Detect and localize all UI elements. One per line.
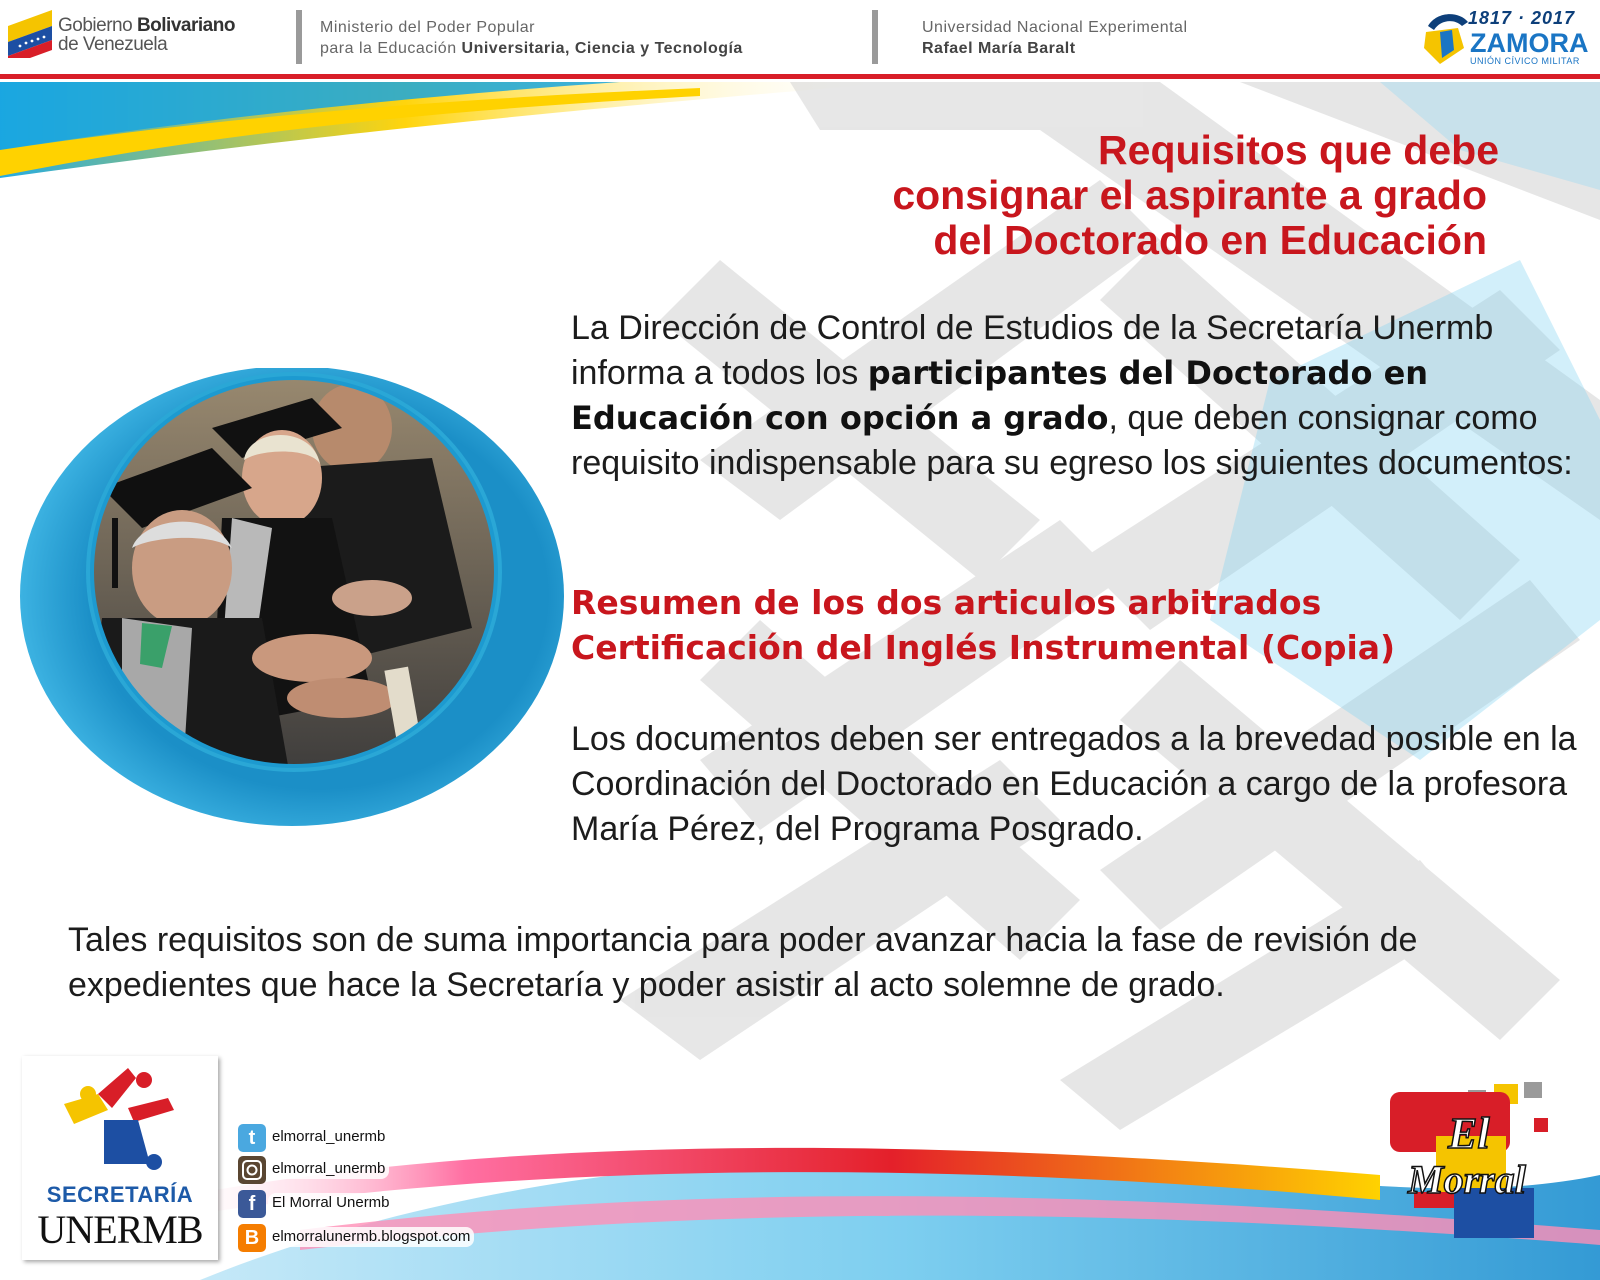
header-bar [0,0,1600,76]
el-morral-logo [1384,1080,1584,1260]
social-label: elmorral_unermb [268,1127,389,1147]
zamora-emblem-icon [1418,8,1474,68]
zamora-subtitle: UNIÓN CÍVICO MILITAR [1470,56,1580,66]
title-line: consignar el aspirante a grado [892,172,1487,218]
secretaria-emblem-icon [58,1064,182,1176]
requirement-item: Certificación del Inglés Instrumental (Copia) [571,628,1396,667]
intro-paragraph [571,306,1581,486]
morral-line1: El [1448,1109,1490,1158]
secretaria-unermb-logo [22,1056,218,1260]
ministry-line2-bold: Universitaria, Ciencia y Tecnología [461,40,743,57]
instagram-icon [238,1156,266,1184]
university-label [922,17,1188,59]
secretaria-label: SECRETARÍA [46,1182,194,1207]
header-divider [872,10,878,64]
page-title [667,127,1499,263]
social-label: elmorral_unermb [268,1159,389,1179]
header-red-line [0,74,1600,79]
graduation-photo [12,368,568,832]
social-label: El Morral Unermb [268,1193,394,1213]
intro-text-b: , que deben consignar como requisito indispensable para su egreso los siguientes documentos: [571,399,1573,482]
ministry-line1: Ministerio del Poder Popular [320,19,535,36]
twitter-icon: t [238,1124,266,1152]
title-line: del Doctorado en Educación [933,217,1487,263]
zamora-name: ZAMORA [1470,28,1589,58]
zamora-logo [1418,4,1598,70]
social-label: elmorralunermb.blogspot.com [268,1227,474,1247]
title-line: Requisitos que debe [1098,127,1499,173]
university-line1: Universidad Nacional Experimental [922,19,1188,36]
facebook-icon: f [238,1190,266,1218]
intro-text-a: La Dirección de Control de Estudios de la Secretaría Unermb informa a todos los [571,309,1494,392]
blogger-icon: B [238,1224,266,1252]
zamora-years: 1817 · 2017 [1468,8,1576,28]
requirements-list [571,580,1581,670]
university-line2: Rafael María Baralt [922,40,1076,57]
gov-line1-normal: Gobierno [58,15,137,36]
morral-line2: Morral [1408,1157,1526,1202]
unermb-label: UNERMB [37,1207,203,1252]
ministry-line2-normal: para la Educación [320,40,462,57]
gov-line2: de Venezuela [58,34,168,55]
header-divider [296,10,302,64]
intro-text-bold: participantes del Doctorado en Educación con opción a grado [571,354,1429,437]
closing-paragraph: Tales requisitos son de suma importancia para poder avanzar hacia la fase de revisión de expedientes que hace la Secretaría y poder asistir al acto solemne de grado. [68,921,1418,1004]
gov-line1-bold: Bolivariano [136,15,235,36]
delivery-paragraph: Los documentos deben ser entregados a la brevedad posible en la Coordinación del Doctorado en Educación a cargo de la profesora María Pérez, del Programa Posgrado. [571,720,1577,848]
venezuela-flag-icon [6,6,54,58]
government-label [58,16,235,54]
requirement-item: Resumen de los dos articulos arbitrados [571,583,1322,622]
ministry-label [320,17,743,59]
